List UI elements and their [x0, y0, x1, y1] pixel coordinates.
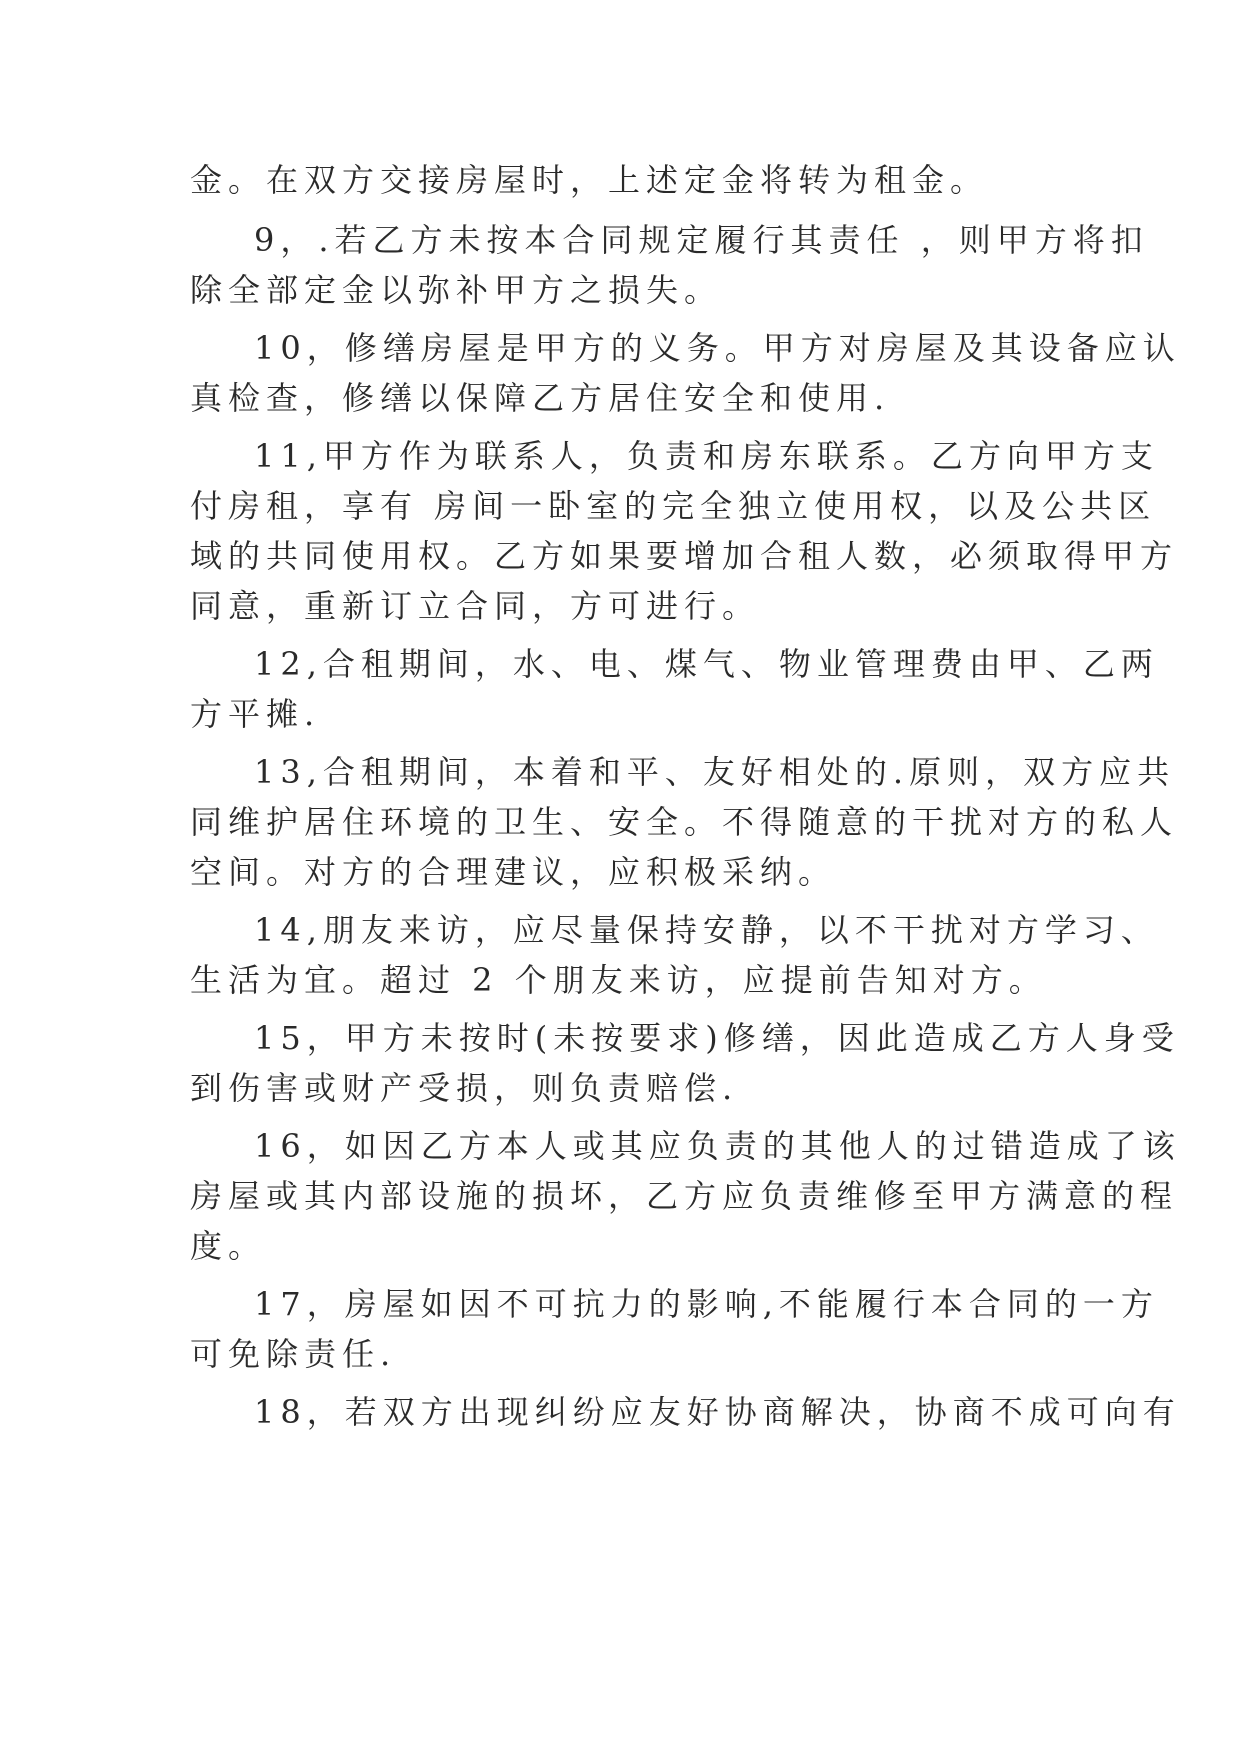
text-line: 11,甲方作为联系人，负责和房东联系。乙方向甲方支 [254, 437, 1159, 475]
text-line: 空间。对方的合理建议，应积极采纳。 [190, 853, 837, 891]
text-line: 真检查，修缮以保障乙方居住安全和使用. [190, 379, 891, 417]
text-line: 9，.若乙方未按本合同规定履行其责任 ，则甲方将扣 [254, 221, 1149, 259]
text-line: 到伤害或财产受损，则负责赔偿. [190, 1069, 739, 1107]
text-line: 16，如因乙方本人或其应负责的其他人的过错造成了该 [254, 1127, 1181, 1165]
text-line: 除全部定金以弥补甲方之损失。 [190, 271, 723, 309]
text-line: 可免除责任. [190, 1335, 397, 1373]
text-line: 同意，重新订立合同，方可进行。 [190, 587, 761, 625]
text-line: 金。在双方交接房屋时，上述定金将转为租金。 [190, 161, 989, 199]
text-line: 域的共同使用权。乙方如果要增加合租人数，必须取得甲方 [190, 537, 1179, 575]
text-line: 生活为宜。超过 2 个朋友来访，应提前告知对方。 [190, 961, 1047, 999]
text-line: 12,合租期间，水、电、煤气、物业管理费由甲、乙两 [254, 645, 1159, 683]
text-line: 13,合租期间，本着和平、友好相处的.原则，双方应共 [254, 753, 1176, 791]
text-line: 18，若双方出现纠纷应友好协商解决，协商不成可向有 [254, 1393, 1181, 1431]
text-line: 14,朋友来访，应尽量保持安静，以不干扰对方学习、 [254, 911, 1159, 949]
text-line: 15，甲方未按时(未按要求)修缮，因此造成乙方人身受 [254, 1019, 1180, 1057]
text-line: 17，房屋如因不可抗力的影响,不能履行本合同的一方 [254, 1285, 1159, 1323]
text-line: 付房租，享有 房间一卧室的完全独立使用权，以及公共区 [190, 487, 1157, 525]
text-line: 度。 [190, 1227, 267, 1265]
text-line: 方平摊. [190, 695, 321, 733]
text-line: 房屋或其内部设施的损坏，乙方应负责维修至甲方满意的程 [190, 1177, 1179, 1215]
text-line: 同维护居住环境的卫生、安全。不得随意的干扰对方的私人 [190, 803, 1179, 841]
text-line: 10，修缮房屋是甲方的义务。甲方对房屋及其设备应认 [254, 329, 1181, 367]
